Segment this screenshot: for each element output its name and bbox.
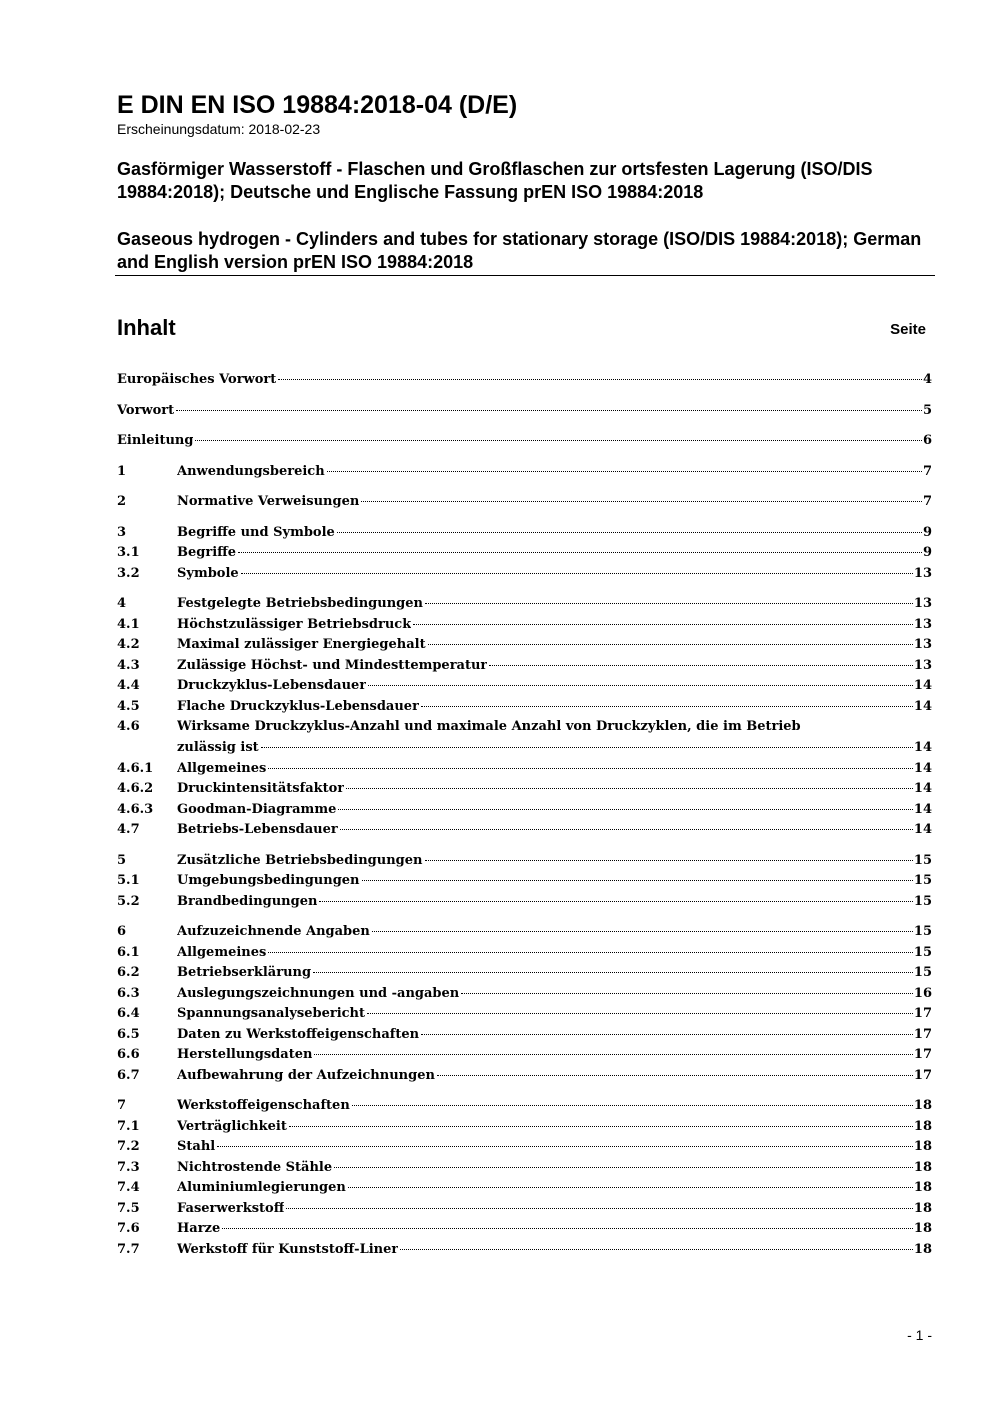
toc-entry-page: 13 <box>913 565 932 581</box>
toc-entry[interactable] <box>117 1117 932 1138</box>
toc-entry[interactable] <box>117 676 932 697</box>
toc-entry-number: 6.4 <box>117 1006 140 1021</box>
toc-entry-number: 7.2 <box>117 1139 140 1154</box>
toc-entry-title: Höchstzulässiger Betriebsdruck <box>177 616 412 632</box>
toc-entry-title: Europäisches Vorwort <box>117 372 277 387</box>
header-divider <box>115 275 935 276</box>
toc-entry-number: 7.4 <box>117 1180 140 1195</box>
toc-entry-page: 15 <box>913 965 932 980</box>
toc-entry-number: 6.6 <box>117 1047 140 1062</box>
toc-entry[interactable] <box>117 656 932 677</box>
toc-entry-number: 4.6.2 <box>117 781 154 796</box>
toc-entry[interactable] <box>117 370 932 391</box>
toc-entry[interactable] <box>117 820 932 841</box>
toc-leader-dots <box>425 860 913 861</box>
toc-entry-title: Goodman-Diagramme <box>177 801 337 817</box>
toc-entry-title: Druckintensitätsfaktor <box>177 781 345 796</box>
toc-entry-page: 18 <box>913 1159 932 1175</box>
toc-entry-page: 15 <box>913 924 932 939</box>
toc-entry-title: Umgebungsbedingungen <box>177 873 360 888</box>
toc-page-label: Seite <box>890 321 926 338</box>
toc-entry-number: 3 <box>117 524 127 540</box>
toc-entry[interactable] <box>117 800 932 821</box>
toc-entry[interactable] <box>117 635 932 656</box>
toc-entry-title: Nichtrostende Stähle <box>177 1159 333 1175</box>
toc-leader-dots <box>400 1249 913 1250</box>
toc-entry-title: Normative Verweisungen <box>177 494 360 509</box>
toc-entry-title: Festgelegte Betriebsbedingungen <box>177 596 423 611</box>
toc-entry-page: 17 <box>913 1006 932 1021</box>
toc-entry-number: 7 <box>117 1098 127 1113</box>
toc-entry-number: 4 <box>117 596 127 611</box>
toc-entry-page: 9 <box>922 545 932 560</box>
toc-entry-page: 15 <box>913 893 932 909</box>
toc-entry-page: 16 <box>913 985 932 1001</box>
toc-entry-number: 6.5 <box>117 1026 140 1042</box>
toc-entry-page: 7 <box>922 463 932 479</box>
page-number: - 1 - <box>907 1327 932 1343</box>
toc-entry-number: 6.1 <box>117 944 140 960</box>
toc-entry-page: 17 <box>913 1047 932 1062</box>
toc-entry[interactable] <box>117 759 932 780</box>
toc-leader-dots <box>241 573 913 574</box>
toc-entry-page: 14 <box>913 822 932 837</box>
toc-entry-number: 4.6 <box>117 719 140 734</box>
toc-entry[interactable] <box>117 717 932 738</box>
toc-entry[interactable] <box>117 892 932 913</box>
toc-leader-dots <box>489 665 913 666</box>
toc-entry-page: 18 <box>913 1118 932 1134</box>
toc-leader-dots <box>314 1054 912 1055</box>
toc-entry-page: 6 <box>922 433 932 448</box>
toc-leader-dots <box>346 788 913 789</box>
toc-entry-page: 18 <box>913 1221 932 1236</box>
toc-entry-page: 14 <box>913 698 932 714</box>
toc-entry-number: 2 <box>117 494 127 509</box>
toc-leader-dots <box>362 880 913 881</box>
toc-leader-dots <box>238 552 922 553</box>
toc-leader-dots <box>176 410 922 411</box>
toc-entry-page: 14 <box>913 678 932 693</box>
toc-entry[interactable] <box>117 615 932 636</box>
toc-entry-title: Aufzuzeichnende Angaben <box>177 924 370 939</box>
toc-entry-number: 5 <box>117 852 127 868</box>
toc-entry-page: 13 <box>913 637 932 652</box>
toc-entry-number: 7.3 <box>117 1159 140 1175</box>
toc-entry-title: Maximal zulässiger Energiegehalt <box>177 637 426 652</box>
toc-leader-dots <box>421 1034 913 1035</box>
toc-leader-dots <box>268 768 913 769</box>
toc-entry[interactable] <box>117 401 932 422</box>
toc-entry-page: 15 <box>913 944 932 960</box>
toc-entry[interactable] <box>117 431 932 452</box>
toc-entry-number: 4.4 <box>117 678 140 693</box>
toc-leader-dots <box>437 1075 913 1076</box>
toc-entry-title: Betriebserklärung <box>177 965 312 980</box>
toc-entry[interactable] <box>117 1137 932 1158</box>
toc-entry-page: 13 <box>913 616 932 632</box>
toc-entry[interactable] <box>117 871 932 892</box>
toc-entry[interactable] <box>117 1004 932 1025</box>
toc-entry-title: Werkstoffeigenschaften <box>177 1098 350 1113</box>
toc-entry-page: 9 <box>922 524 932 540</box>
toc-entry-title: Allgemeines <box>177 760 267 776</box>
toc-entry-title: Aufbewahrung der Aufzeichnungen <box>177 1067 435 1083</box>
toc-entry-title: Druckzyklus-Lebensdauer <box>177 678 367 693</box>
toc-entry[interactable] <box>117 462 932 483</box>
toc-entry-number: 5.1 <box>117 873 140 888</box>
toc-entry[interactable] <box>117 984 932 1005</box>
toc-entry-title: Harze <box>177 1221 221 1236</box>
toc-leader-dots <box>313 972 913 973</box>
toc-heading: Inhalt <box>117 315 176 340</box>
toc-entry-title: Brandbedingungen <box>177 893 318 909</box>
toc-leader-dots <box>372 931 913 932</box>
toc-entry-title: Herstellungsdaten <box>177 1047 313 1062</box>
toc-entry-title: Wirksame Druckzyklus-Anzahl und maximale Anzahl von Druckzyklen, die im Betrieb <box>177 719 801 734</box>
toc-leader-dots <box>278 379 922 380</box>
toc-entry[interactable] <box>117 851 932 872</box>
toc-entry-number: 7.1 <box>117 1118 140 1134</box>
toc-entry[interactable] <box>117 1199 932 1220</box>
toc-entry-page: 18 <box>913 1139 932 1154</box>
toc-entry-page: 14 <box>913 760 932 776</box>
toc-entry-title: Stahl <box>177 1139 216 1154</box>
toc-leader-dots <box>217 1146 913 1147</box>
toc-leader-dots <box>428 644 913 645</box>
toc-entry-page: 18 <box>913 1180 932 1195</box>
toc-entry-number: 5.2 <box>117 893 140 909</box>
toc-entry-page: 4 <box>922 372 932 387</box>
toc-entry-number: 3.2 <box>117 565 140 581</box>
toc-entry[interactable] <box>117 1178 932 1199</box>
toc-entry[interactable] <box>117 564 932 585</box>
toc-entry[interactable] <box>117 1025 932 1046</box>
toc-entry[interactable] <box>117 943 932 964</box>
toc-entry-title: Betriebs-Lebensdauer <box>177 822 338 837</box>
toc-leader-dots <box>368 685 913 686</box>
toc-entry-page: 14 <box>913 740 932 755</box>
toc-entry-number: 7.7 <box>117 1241 140 1257</box>
toc-leader-dots <box>261 747 913 748</box>
toc-entry[interactable] <box>117 1096 932 1117</box>
toc-leader-dots <box>334 1167 913 1168</box>
toc-entry-number: 4.3 <box>117 657 140 673</box>
toc-entry-page: 17 <box>913 1067 932 1083</box>
toc-leader-dots <box>348 1187 913 1188</box>
toc-entry-number: 4.6.3 <box>117 801 154 817</box>
toc-entry-number: 6.3 <box>117 985 140 1001</box>
toc-entry[interactable] <box>117 1066 932 1087</box>
toc-entry-continuation[interactable] <box>117 738 932 759</box>
toc-leader-dots <box>337 532 922 533</box>
toc-entry[interactable] <box>117 697 932 718</box>
toc-entry-page: 5 <box>922 402 932 418</box>
toc-entry-title: Verträglichkeit <box>177 1118 287 1134</box>
toc-entry-page: 13 <box>913 596 932 611</box>
toc-entry-title: Auslegungszeichnungen und -angaben <box>177 985 460 1001</box>
title-english: Gaseous hydrogen - Cylinders and tubes for stationary storage (ISO/DIS 19884:2018); German and English version prEN ISO 19884:2018 <box>117 229 922 272</box>
toc-leader-dots <box>222 1228 913 1229</box>
toc-entry-page: 15 <box>913 852 932 868</box>
toc-entry-number: 1 <box>117 463 127 479</box>
toc-leader-dots <box>413 624 913 625</box>
toc-entry-number: 7.5 <box>117 1200 140 1216</box>
toc-entry-title: Zulässige Höchst- und Mindesttemperatur <box>177 657 488 673</box>
toc-entry-number: 6.2 <box>117 965 140 980</box>
toc-entry-number: 4.6.1 <box>117 760 154 776</box>
toc-entry-page: 7 <box>922 494 932 509</box>
toc-entry-title: Allgemeines <box>177 944 267 960</box>
toc-leader-dots <box>367 1013 913 1014</box>
toc-entry[interactable] <box>117 543 932 564</box>
toc-leader-dots <box>361 501 922 502</box>
toc-leader-dots <box>425 603 913 604</box>
toc-entry[interactable] <box>117 963 932 984</box>
toc-entry-number: 6 <box>117 924 127 939</box>
toc-entry-page: 18 <box>913 1098 932 1113</box>
toc-entry[interactable] <box>117 922 932 943</box>
toc-leader-dots <box>286 1208 913 1209</box>
toc-leader-dots <box>327 471 922 472</box>
toc-leader-dots <box>340 829 913 830</box>
toc-leader-dots <box>421 706 913 707</box>
toc-entry-number: 6.7 <box>117 1067 140 1083</box>
toc-entry-page: 14 <box>913 801 932 817</box>
toc-entry-title: Daten zu Werkstoffeigenschaften <box>177 1026 420 1042</box>
toc-entry-title: Werkstoff für Kunststoff-Liner <box>177 1241 399 1257</box>
toc-entry[interactable] <box>117 492 932 513</box>
toc-entry-number: 4.7 <box>117 822 140 837</box>
title-german: Gasförmiger Wasserstoff - Flaschen und Großflaschen zur ortsfesten Lagerung (ISO/DIS 19884:2018); Deutsche und Englische Fassung prEN ISO 19884:2018 <box>117 159 873 202</box>
publication-date: Erscheinungsdatum: 2018-02-23 <box>117 121 321 137</box>
toc-leader-dots <box>338 809 913 810</box>
toc-entry[interactable] <box>117 523 932 544</box>
toc-entry-title: Vorwort <box>117 402 175 418</box>
toc-entry-title: Symbole <box>177 565 239 581</box>
toc-entry-number: 4.5 <box>117 698 140 714</box>
toc-entry[interactable] <box>117 779 932 800</box>
toc-entry-title: Zusätzliche Betriebsbedingungen <box>177 852 423 868</box>
toc-entry[interactable] <box>117 1045 932 1066</box>
toc-entry-number: 7.6 <box>117 1221 140 1236</box>
toc-entry-title: Spannungsanalysebericht <box>177 1006 366 1021</box>
toc-entry-page: 18 <box>913 1200 932 1216</box>
toc-entry-title-cont: zulässig ist <box>177 740 259 755</box>
toc-entry-number: 4.1 <box>117 616 140 632</box>
toc-entry-page: 15 <box>913 873 932 888</box>
toc-leader-dots <box>289 1126 913 1127</box>
toc-entry-title: Faserwerkstoff <box>177 1200 285 1216</box>
table-of-contents <box>117 370 932 1260</box>
document-id: E DIN EN ISO 19884:2018-04 (D/E) <box>117 91 518 119</box>
toc-entry[interactable] <box>117 1240 932 1261</box>
toc-entry-number: 4.2 <box>117 637 140 652</box>
toc-entry-title: Anwendungsbereich <box>177 463 325 479</box>
toc-entry-page: 17 <box>913 1026 932 1042</box>
toc-leader-dots <box>352 1105 913 1106</box>
toc-entry-title: Begriffe und Symbole <box>177 524 335 540</box>
toc-entry-title: Aluminiumlegierungen <box>177 1180 346 1195</box>
toc-entry-title: Einleitung <box>117 433 194 448</box>
toc-entry-number: 3.1 <box>117 545 140 560</box>
toc-leader-dots <box>268 952 913 953</box>
toc-entry[interactable] <box>117 1219 932 1240</box>
toc-entry[interactable] <box>117 594 932 615</box>
toc-entry-title: Begriffe <box>177 545 237 560</box>
toc-leader-dots <box>195 440 922 441</box>
toc-entry-title: Flache Druckzyklus-Lebensdauer <box>177 698 419 714</box>
toc-leader-dots <box>461 993 913 994</box>
toc-entry-page: 18 <box>913 1241 932 1257</box>
toc-entry-page: 14 <box>913 781 932 796</box>
toc-entry[interactable] <box>117 1158 932 1179</box>
toc-leader-dots <box>319 901 912 902</box>
toc-entry-page: 13 <box>913 657 932 673</box>
